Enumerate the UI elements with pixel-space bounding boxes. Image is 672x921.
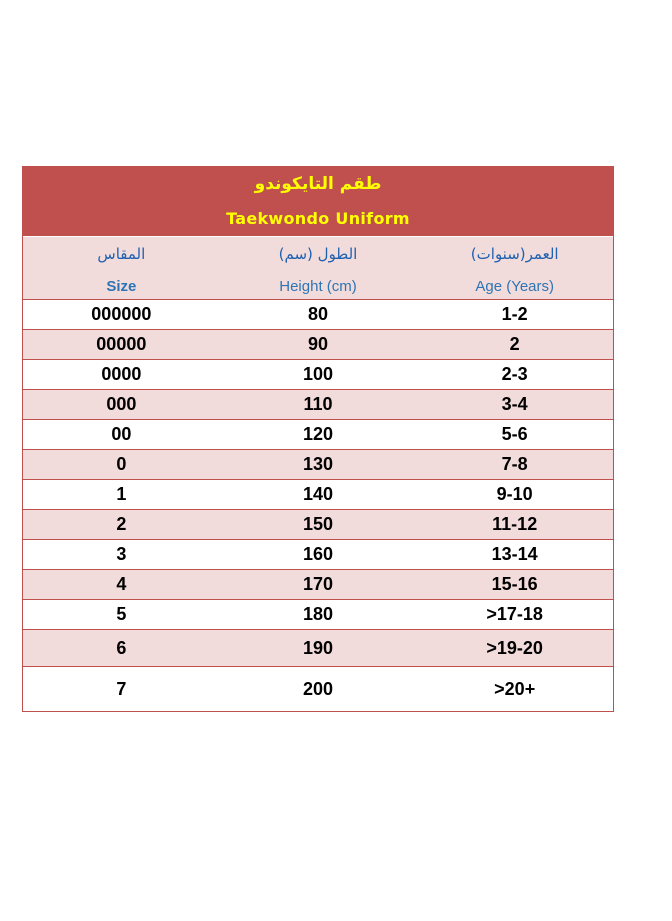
table-row <box>23 570 613 600</box>
cell-height: 120 <box>302 424 334 444</box>
cell-height: 140 <box>302 484 334 504</box>
cell-size: 00 <box>111 424 132 444</box>
cell-size: 0000 <box>101 364 142 384</box>
cell-height: 80 <box>307 304 329 324</box>
table-row <box>23 480 613 510</box>
table-row <box>23 330 613 360</box>
cell-age: 1-2 <box>501 304 528 324</box>
cell-age: 9-10 <box>496 484 533 504</box>
cell-age: 2 <box>509 334 520 354</box>
cell-height: 170 <box>302 574 334 594</box>
cell-size: 3 <box>116 544 127 564</box>
size-chart-table <box>22 166 614 712</box>
header-size-arabic: المقاس <box>97 245 146 263</box>
cell-age: >17-18 <box>486 604 543 624</box>
cell-height: 200 <box>302 678 334 699</box>
header-height <box>220 237 417 299</box>
table-row <box>23 420 613 450</box>
table-row <box>23 390 613 420</box>
cell-height: 130 <box>302 454 334 474</box>
cell-size: 5 <box>116 604 127 624</box>
table-title-block <box>23 167 613 237</box>
cell-size: 2 <box>116 514 127 534</box>
cell-height: 180 <box>302 604 334 624</box>
table-row <box>23 630 613 667</box>
header-height-arabic: الطول (سم) <box>278 245 358 263</box>
cell-size: 0 <box>116 454 127 474</box>
table-header <box>23 237 613 300</box>
cell-size: 000000 <box>91 304 152 324</box>
cell-age: 5-6 <box>501 424 528 444</box>
cell-age: >20+ <box>494 678 536 699</box>
table-row <box>23 540 613 570</box>
cell-size: 4 <box>116 574 127 594</box>
cell-height: 150 <box>302 514 334 534</box>
cell-size: 6 <box>116 637 127 658</box>
cell-age: 7-8 <box>501 454 528 474</box>
cell-age: 15-16 <box>491 574 538 594</box>
table-row <box>23 300 613 330</box>
cell-height: 110 <box>303 394 333 414</box>
cell-size: 7 <box>116 678 127 699</box>
title-arabic: طقم التايكوندو <box>254 174 382 194</box>
cell-size: 000 <box>106 394 137 414</box>
cell-age: 11-12 <box>492 514 538 534</box>
title-english: Taekwondo Uniform <box>226 209 410 228</box>
header-size-english: Size <box>106 278 137 295</box>
table-row <box>23 667 613 711</box>
cell-size: 1 <box>116 484 127 504</box>
header-size <box>23 237 220 299</box>
header-age-english: Age (Years) <box>475 278 554 295</box>
cell-age: 3-4 <box>501 394 528 414</box>
cell-age: >19-20 <box>486 637 543 658</box>
cell-height: 100 <box>302 364 334 384</box>
cell-height: 190 <box>302 637 334 658</box>
header-age <box>416 237 613 299</box>
table-row <box>23 510 613 540</box>
cell-height: 90 <box>307 334 329 354</box>
table-row <box>23 450 613 480</box>
table-row <box>23 600 613 630</box>
header-height-english: Height (cm) <box>279 278 357 295</box>
table-row <box>23 360 613 390</box>
cell-size: 00000 <box>96 334 147 354</box>
cell-age: 2-3 <box>501 364 528 384</box>
header-age-arabic: العمر(سنوات) <box>470 245 559 263</box>
cell-age: 13-14 <box>491 544 538 564</box>
cell-height: 160 <box>302 544 334 564</box>
